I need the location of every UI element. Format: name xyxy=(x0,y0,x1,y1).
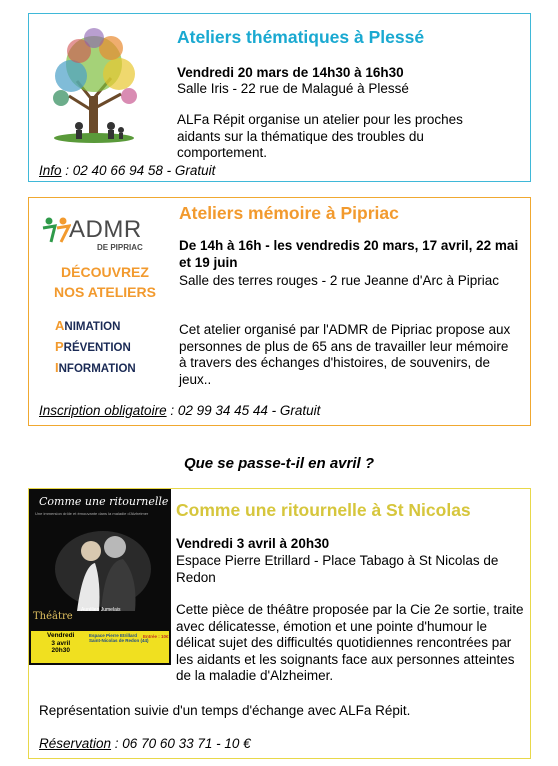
poster-actors-image xyxy=(43,521,163,611)
event-place: Salle des terres rouges - 2 rue Jeanne d'Arc à Pipriac xyxy=(179,273,499,288)
info-text: : 02 99 34 45 44 - Gratuit xyxy=(166,403,321,418)
event-date: De 14h à 16h - les vendredis 20 mars, 17 avril, 22 mai et 19 juin xyxy=(179,238,519,270)
event-date: Vendredi 20 mars de 14h30 à 16h30 xyxy=(177,65,404,80)
event-title: Ateliers thématiques à Plessé xyxy=(177,27,425,47)
event-card-st-nicolas xyxy=(28,488,531,759)
event-info-line xyxy=(39,163,215,178)
info-label: Inscription obligatoire xyxy=(39,403,167,418)
admr-tagline xyxy=(37,262,173,302)
admr-tagline-line2: NOS ATELIERS xyxy=(54,284,156,300)
admr-name: ADMR xyxy=(69,216,142,243)
info-text: : 06 70 60 33 71 - 10 € xyxy=(111,736,251,751)
poster-genre: Théâtre xyxy=(33,611,73,622)
section-heading: Que se passe-t-il en avril ? xyxy=(183,455,375,472)
event-card-pipriac xyxy=(28,197,531,426)
theatre-poster xyxy=(29,489,171,665)
tree-of-people-image xyxy=(39,26,149,158)
event-place: Espace Pierre Etrillard - Place Tabago à St Nicolas de Redon xyxy=(176,553,499,585)
admr-item-animation: ANIMATION xyxy=(55,318,121,333)
admr-logo xyxy=(37,210,173,380)
event-description: Cet atelier organisé par l'ADMR de Pipriac propose aux personnes de plus de 65 ans de travailler leur mémoire à travers des échanges d'histoires, de souvenirs, de jeux.. xyxy=(179,322,511,387)
admr-item-prevention: PRÉVENTION xyxy=(55,339,131,354)
admr-list xyxy=(55,316,136,379)
event-extra: Représentation suivie d'un temps d'échange avec ALFa Répit. xyxy=(39,703,411,718)
info-label: Réservation xyxy=(39,736,112,751)
event-title: Ateliers mémoire à Pipriac xyxy=(179,203,399,223)
info-label: Info xyxy=(39,163,62,178)
event-title: Comme une ritournelle à St Nicolas xyxy=(176,500,471,520)
poster-info-box xyxy=(31,631,169,663)
poster-tagline: Une immersion drôle et émouvante dans la maladie d'Alzheimer xyxy=(35,511,149,516)
poster-author: Aurélien Jumelais xyxy=(81,607,121,613)
poster-date-block: Vendredi 3 avril 20h30 xyxy=(47,632,75,654)
event-date: Vendredi 3 avril à 20h30 xyxy=(176,536,330,551)
poster-venue-block: Espace Pierre Etrillard Saint-Nicolas de Redon (44) xyxy=(89,633,149,643)
poster-price: Entrée : 10€ xyxy=(143,634,169,639)
admr-subtitle: DE PIPRIAC xyxy=(97,243,143,252)
admr-item-information: INFORMATION xyxy=(55,360,136,375)
event-description: ALFa Répit organise un atelier pour les proches aidants sur la thématique des troubles du comportement. xyxy=(177,112,463,160)
poster-title: Comme une ritournelle xyxy=(39,495,169,508)
info-text: : 02 40 66 94 58 - Gratuit xyxy=(61,163,216,178)
event-card-plesse xyxy=(28,13,531,182)
admr-tagline-line1: DÉCOUVREZ xyxy=(61,264,149,280)
admr-figures-icon xyxy=(41,216,71,244)
event-info-line xyxy=(39,403,320,418)
event-description: Cette pièce de théâtre proposée par la Cie 2e sortie, traite avec délicatesse, émotion et une pointe d'humour le délicat sujet des difficultés quotidiennes rencontrées par les aidants et les soignants face aux personnes atteintes de la maladie d'Alzheimer. xyxy=(176,602,524,683)
event-place: Salle Iris - 22 rue de Malagué à Plessé xyxy=(177,81,409,96)
event-info-line xyxy=(39,736,251,751)
